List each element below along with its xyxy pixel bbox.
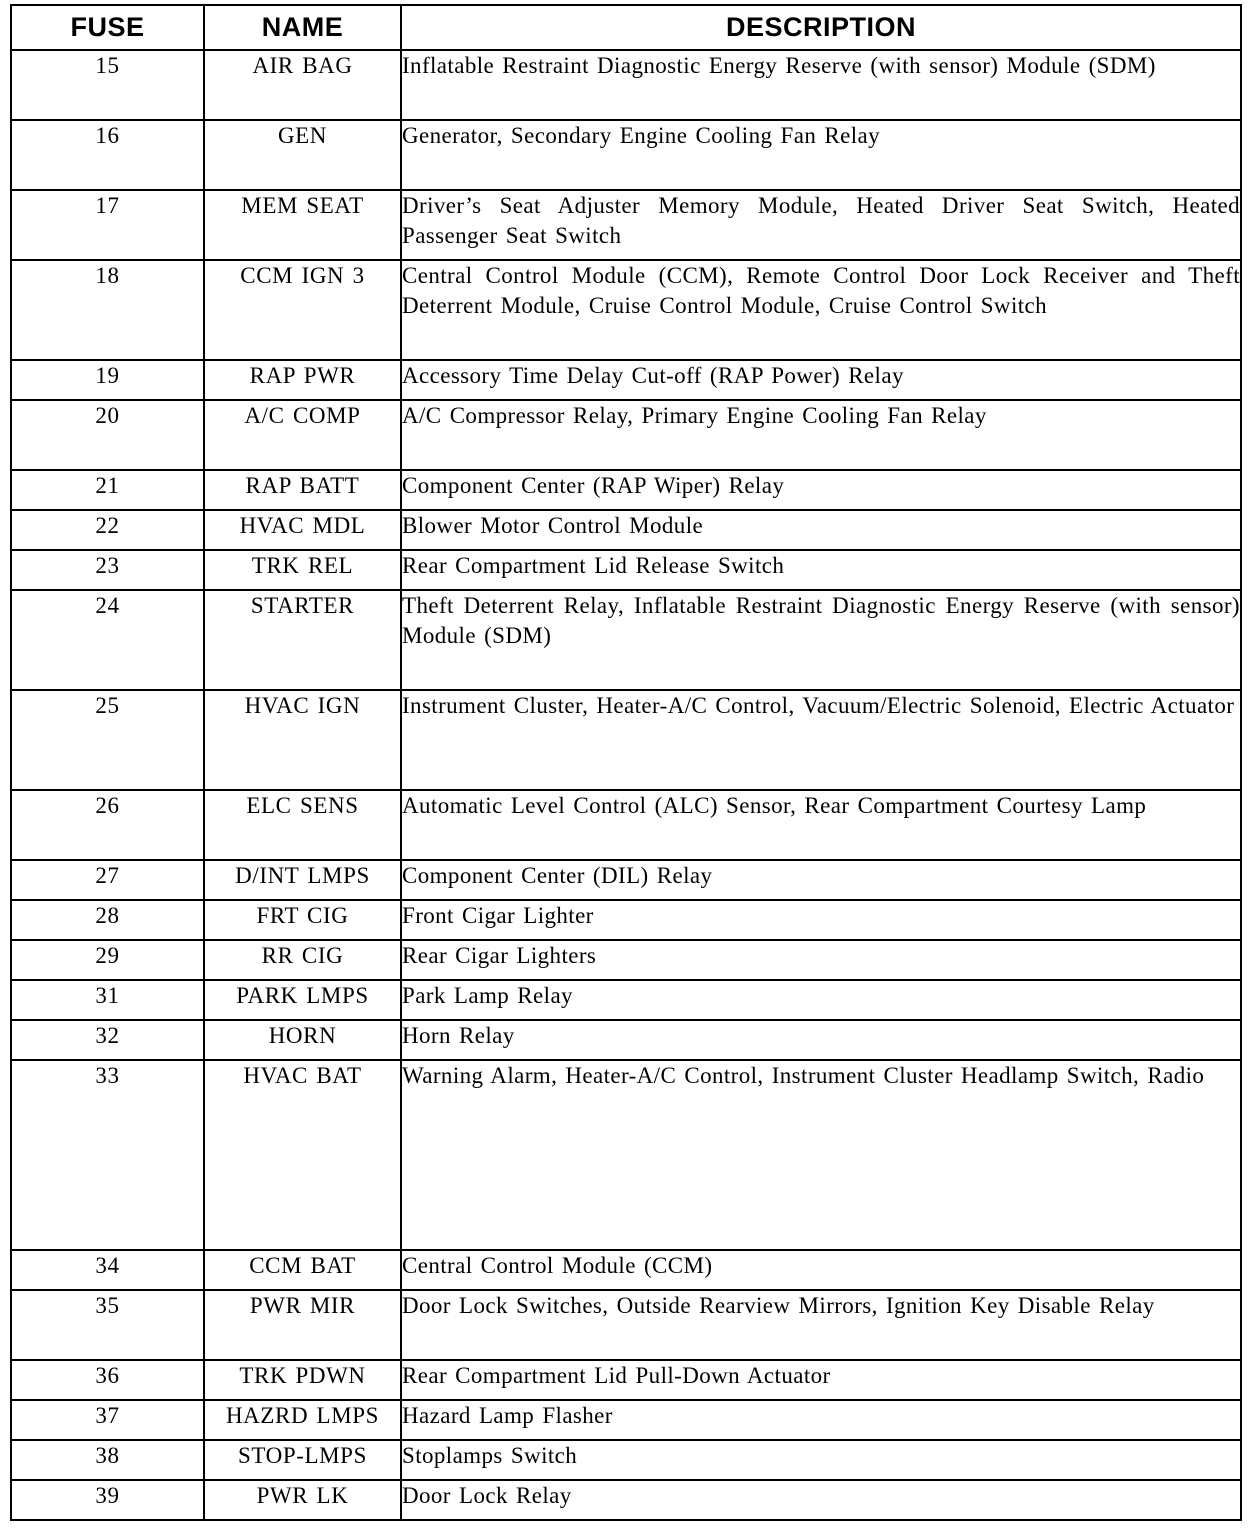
fuse-name: HVAC IGN (204, 690, 401, 790)
fuse-description: Hazard Lamp Flasher (401, 1400, 1241, 1440)
fuse-name: AIR BAG (204, 50, 401, 120)
fuse-name: STOP-LMPS (204, 1440, 401, 1480)
fuse-description: Rear Compartment Lid Pull-Down Actuator (401, 1360, 1241, 1400)
table-row (11, 900, 1241, 940)
fuse-number: 31 (11, 980, 204, 1020)
table-row (11, 860, 1241, 900)
fuse-number: 18 (11, 260, 204, 360)
fuse-description: Generator, Secondary Engine Cooling Fan Relay (401, 120, 1241, 190)
table-row (11, 400, 1241, 470)
table-row (11, 1020, 1241, 1060)
fuse-number: 29 (11, 940, 204, 980)
fuse-number: 27 (11, 860, 204, 900)
fuse-number: 15 (11, 50, 204, 120)
fuse-name: TRK PDWN (204, 1360, 401, 1400)
fuse-description: Warning Alarm, Heater-A/C Control, Instrument Cluster Headlamp Switch, Radio (401, 1060, 1241, 1250)
fuse-name: HVAC MDL (204, 510, 401, 550)
fuse-name: CCM IGN 3 (204, 260, 401, 360)
fuse-description: Rear Compartment Lid Release Switch (401, 550, 1241, 590)
fuse-name: RAP PWR (204, 360, 401, 400)
fuse-number: 28 (11, 900, 204, 940)
fuse-number: 24 (11, 590, 204, 690)
table-row (11, 260, 1241, 360)
name-column-header: NAME (204, 5, 401, 50)
fuse-number: 32 (11, 1020, 204, 1060)
fuse-description: Central Control Module (CCM) (401, 1250, 1241, 1290)
table-row (11, 980, 1241, 1020)
table-row (11, 470, 1241, 510)
fuse-description: Component Center (RAP Wiper) Relay (401, 470, 1241, 510)
fuse-name: STARTER (204, 590, 401, 690)
fuse-number: 37 (11, 1400, 204, 1440)
fuse-description: Blower Motor Control Module (401, 510, 1241, 550)
fuse-description: Door Lock Relay (401, 1480, 1241, 1520)
fuse-description: Central Control Module (CCM), Remote Control Door Lock Receiver and Theft Deterrent Module, Cruise Control Module, Cruise Control Switch (401, 260, 1241, 360)
table-row (11, 1290, 1241, 1360)
fuse-description: Rear Cigar Lighters (401, 940, 1241, 980)
table-row (11, 1060, 1241, 1250)
table-row (11, 190, 1241, 260)
fuse-description: Component Center (DIL) Relay (401, 860, 1241, 900)
fuse-description: Automatic Level Control (ALC) Sensor, Rear Compartment Courtesy Lamp (401, 790, 1241, 860)
fuse-name: CCM BAT (204, 1250, 401, 1290)
table-row (11, 1440, 1241, 1480)
table-row (11, 790, 1241, 860)
fuse-number: 34 (11, 1250, 204, 1290)
table-row (11, 1250, 1241, 1290)
table-row (11, 50, 1241, 120)
table-row (11, 690, 1241, 790)
fuse-name: PARK LMPS (204, 980, 401, 1020)
table-row (11, 1400, 1241, 1440)
fuse-number: 36 (11, 1360, 204, 1400)
fuse-number: 33 (11, 1060, 204, 1250)
fuse-number: 21 (11, 470, 204, 510)
fuse-number: 19 (11, 360, 204, 400)
fuse-name: HAZRD LMPS (204, 1400, 401, 1440)
fuse-name: RR CIG (204, 940, 401, 980)
fuse-description: Theft Deterrent Relay, Inflatable Restraint Diagnostic Energy Reserve (with sensor) Module (SDM) (401, 590, 1241, 690)
table-row (11, 120, 1241, 190)
fuse-description: Accessory Time Delay Cut-off (RAP Power) Relay (401, 360, 1241, 400)
fuse-number: 38 (11, 1440, 204, 1480)
fuse-description: Inflatable Restraint Diagnostic Energy Reserve (with sensor) Module (SDM) (401, 50, 1241, 120)
table-row (11, 510, 1241, 550)
fuse-column-header: FUSE (11, 5, 204, 50)
fuse-description: Horn Relay (401, 1020, 1241, 1060)
fuse-description: Door Lock Switches, Outside Rearview Mirrors, Ignition Key Disable Relay (401, 1290, 1241, 1360)
fuse-name: HVAC BAT (204, 1060, 401, 1250)
table-row (11, 940, 1241, 980)
fuse-name: TRK REL (204, 550, 401, 590)
fuse-number: 26 (11, 790, 204, 860)
fuse-name: HORN (204, 1020, 401, 1060)
fuse-name: GEN (204, 120, 401, 190)
fuse-description: Front Cigar Lighter (401, 900, 1241, 940)
fuse-name: PWR LK (204, 1480, 401, 1520)
fuse-name: A/C COMP (204, 400, 401, 470)
fuse-description: Park Lamp Relay (401, 980, 1241, 1020)
table-row (11, 1480, 1241, 1520)
table-row (11, 1360, 1241, 1400)
table-row (11, 590, 1241, 690)
fuse-description: Stoplamps Switch (401, 1440, 1241, 1480)
fuse-name: FRT CIG (204, 900, 401, 940)
fuse-description: A/C Compressor Relay, Primary Engine Cooling Fan Relay (401, 400, 1241, 470)
description-column-header: DESCRIPTION (401, 5, 1241, 50)
fuse-name: MEM SEAT (204, 190, 401, 260)
fuse-name: PWR MIR (204, 1290, 401, 1360)
fuse-number: 22 (11, 510, 204, 550)
fuse-number: 39 (11, 1480, 204, 1520)
fuse-number: 17 (11, 190, 204, 260)
header-row (11, 5, 1241, 50)
fuse-description: Driver’s Seat Adjuster Memory Module, Heated Driver Seat Switch, Heated Passenger Seat Switch (401, 190, 1241, 260)
fuse-name: D/INT LMPS (204, 860, 401, 900)
fuse-number: 20 (11, 400, 204, 470)
fuse-name: ELC SENS (204, 790, 401, 860)
fuse-description: Instrument Cluster, Heater-A/C Control, Vacuum/Electric Solenoid, Electric Actuator (401, 690, 1241, 790)
fuse-table (10, 4, 1242, 1521)
fuse-number: 25 (11, 690, 204, 790)
fuse-number: 16 (11, 120, 204, 190)
table-row (11, 550, 1241, 590)
table-row (11, 360, 1241, 400)
fuse-number: 23 (11, 550, 204, 590)
fuse-number: 35 (11, 1290, 204, 1360)
fuse-name: RAP BATT (204, 470, 401, 510)
